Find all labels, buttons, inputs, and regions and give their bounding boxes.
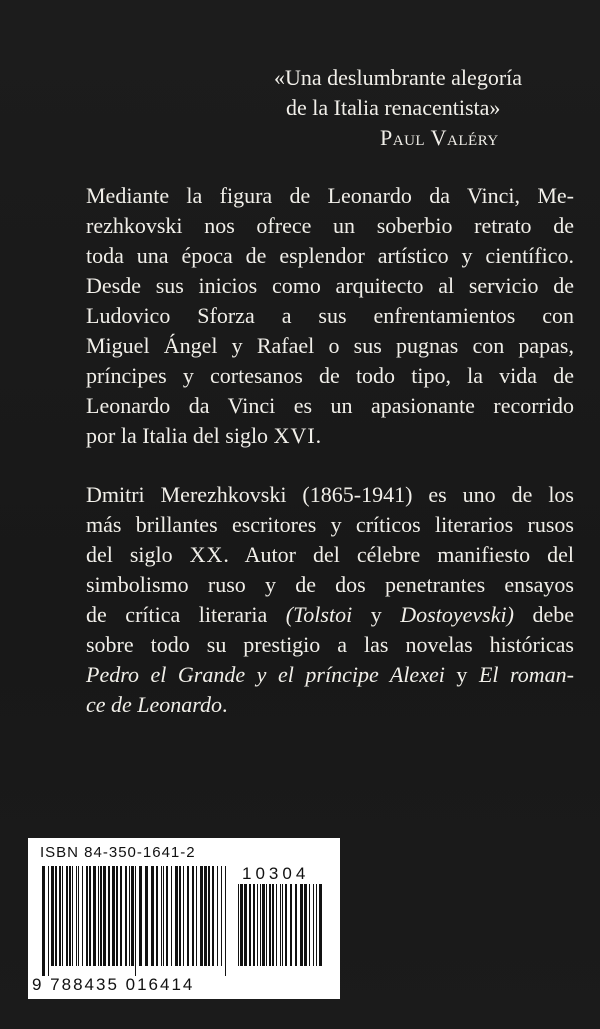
barcode-bar	[313, 884, 314, 966]
barcode-bar	[66, 866, 68, 966]
synopsis-paragraph	[86, 181, 574, 451]
barcode-bar	[238, 884, 239, 966]
barcode-bar	[309, 884, 310, 966]
period: .	[315, 423, 322, 448]
barcode-bar	[78, 866, 79, 966]
barcode-bar	[135, 866, 136, 976]
barcode-bar	[266, 884, 267, 966]
barcode-bar	[217, 866, 218, 966]
bio-line	[86, 600, 574, 630]
barcode-bar	[103, 866, 106, 966]
book-title: (Tolstoi	[285, 602, 353, 627]
barcode-bar	[166, 866, 168, 966]
bio-line: simbolismo ruso y de dos penetrantes ensayos	[86, 572, 574, 597]
barcode-bar	[249, 884, 251, 966]
addon-barcode	[238, 884, 324, 976]
bio-text: del siglo	[86, 542, 190, 567]
barcode-bar	[257, 884, 258, 966]
barcode-bar	[260, 884, 261, 966]
synopsis-text: por la Italia del siglo	[86, 423, 274, 448]
isbn-label: ISBN 84-350-1641-2	[40, 844, 196, 861]
barcode-bar	[42, 866, 45, 976]
barcode-bar	[187, 866, 189, 966]
barcode-bar	[269, 884, 271, 966]
synopsis-line: rezhkovski nos ofrece un soberbio retrato de	[86, 213, 574, 238]
barcode-bar	[262, 884, 265, 966]
barcode-bar	[171, 866, 172, 966]
barcode-bar	[93, 866, 96, 966]
barcode-bar	[304, 884, 307, 966]
synopsis-line: Ludovico Sforza a sus enfrentamientos con	[86, 303, 574, 328]
synopsis-line: toda una época de esplendor artístico y científico.	[86, 243, 574, 268]
author-bio-paragraph	[86, 480, 574, 720]
barcode-bar	[100, 866, 102, 966]
book-title: Pedro el Grande y el príncipe Alexei	[86, 662, 445, 687]
bio-text: y	[352, 602, 401, 627]
ean-barcode	[42, 866, 228, 976]
barcode-bar	[290, 884, 292, 966]
bio-line	[86, 660, 574, 690]
barcode-bar	[280, 884, 281, 966]
barcode-bar	[151, 866, 154, 966]
barcode-bar	[72, 866, 73, 966]
barcode-bar	[145, 866, 148, 966]
barcode-bar	[295, 884, 297, 966]
century-numeral: XVI	[273, 423, 316, 448]
barcode-bar	[51, 866, 54, 966]
synopsis-line: príncipes y cortesanos de todo tipo, la vida de	[86, 363, 574, 388]
barcode-bar	[116, 866, 118, 966]
ean-number: 9 788435 016414	[32, 975, 195, 994]
barcode-bar	[89, 866, 91, 966]
barcode-bar	[208, 866, 210, 966]
barcode-bar	[272, 884, 274, 966]
addon-number: 10304	[242, 864, 310, 883]
period: .	[222, 692, 228, 717]
barcode-bar	[69, 866, 71, 966]
barcode-bar	[59, 866, 61, 966]
barcode-bar	[179, 866, 181, 966]
barcode-bar	[212, 866, 214, 966]
quote-author: Paul Valéry	[380, 125, 499, 150]
bio-text: y	[444, 662, 479, 687]
barcode-bar	[112, 866, 115, 966]
barcode-bar	[282, 884, 283, 966]
barcode-bar	[120, 866, 122, 966]
bio-text: debe	[513, 602, 574, 627]
bio-line: sobre todo su prestigio a las novelas históricas	[86, 632, 574, 657]
bio-line: Dmitri Merezhkovski (1865-1941) es uno de los	[86, 482, 574, 507]
barcode-bar	[86, 866, 88, 966]
barcode-bar	[204, 866, 207, 966]
synopsis-line: Miguel Ángel y Rafael o sus pugnas con papas,	[86, 333, 574, 358]
bio-text: . Autor del célebre manifiesto del	[223, 542, 575, 567]
barcode-bar	[82, 866, 83, 966]
barcode-bar	[192, 866, 194, 966]
synopsis-line: Leonardo da Vinci es un apasionante recorrido	[86, 393, 574, 418]
barcode-bar	[139, 866, 142, 966]
barcode-bar	[225, 866, 226, 976]
century-numeral: XX	[189, 542, 224, 567]
barcode-bar	[244, 884, 247, 966]
barcode-bar	[163, 866, 164, 966]
barcode-bar	[161, 866, 162, 966]
barcode-bar	[316, 884, 317, 966]
synopsis-line: Desde sus inicios como arquitecto al servicio de	[86, 273, 574, 298]
barcode-bar	[55, 866, 57, 966]
book-title: El roman-	[478, 662, 574, 687]
barcode-bar	[125, 866, 127, 966]
bio-line-last	[86, 690, 574, 720]
barcode-panel	[28, 838, 340, 999]
barcode-bar	[319, 884, 322, 966]
barcode-bar	[76, 866, 77, 966]
barcode-bar	[156, 866, 158, 966]
book-title: ce de Leonardo	[86, 692, 223, 717]
quote-line-2: de la Italia renacentista»	[286, 95, 501, 120]
synopsis-line-last	[86, 421, 574, 451]
barcode-bar	[48, 866, 49, 976]
barcode-bar	[240, 884, 243, 966]
barcode-bar	[129, 866, 130, 966]
barcode-bar	[196, 866, 197, 966]
book-title: Dostoyevski)	[400, 602, 514, 627]
barcode-bar	[183, 866, 184, 966]
blurb-quote	[270, 63, 570, 153]
synopsis-line: Mediante la figura de Leonardo da Vinci, Me-	[86, 183, 574, 208]
bio-line	[86, 540, 574, 570]
barcode-bar	[221, 866, 222, 966]
barcode-bar	[276, 884, 277, 966]
barcode-bar	[300, 884, 303, 966]
barcode-bar	[131, 866, 134, 966]
bio-text: de crítica literaria	[86, 602, 286, 627]
bio-line: más brillantes escritores y críticos literarios rusos	[86, 512, 574, 537]
barcode-bar	[62, 866, 63, 966]
barcode-bar	[175, 866, 178, 966]
barcode-bar	[253, 884, 255, 966]
quote-line-1: «Una deslumbrante alegoría	[274, 65, 523, 90]
barcode-bar	[200, 866, 203, 966]
barcode-bar	[285, 884, 287, 966]
barcode-bar	[108, 866, 110, 966]
barcode-bar	[98, 866, 99, 966]
